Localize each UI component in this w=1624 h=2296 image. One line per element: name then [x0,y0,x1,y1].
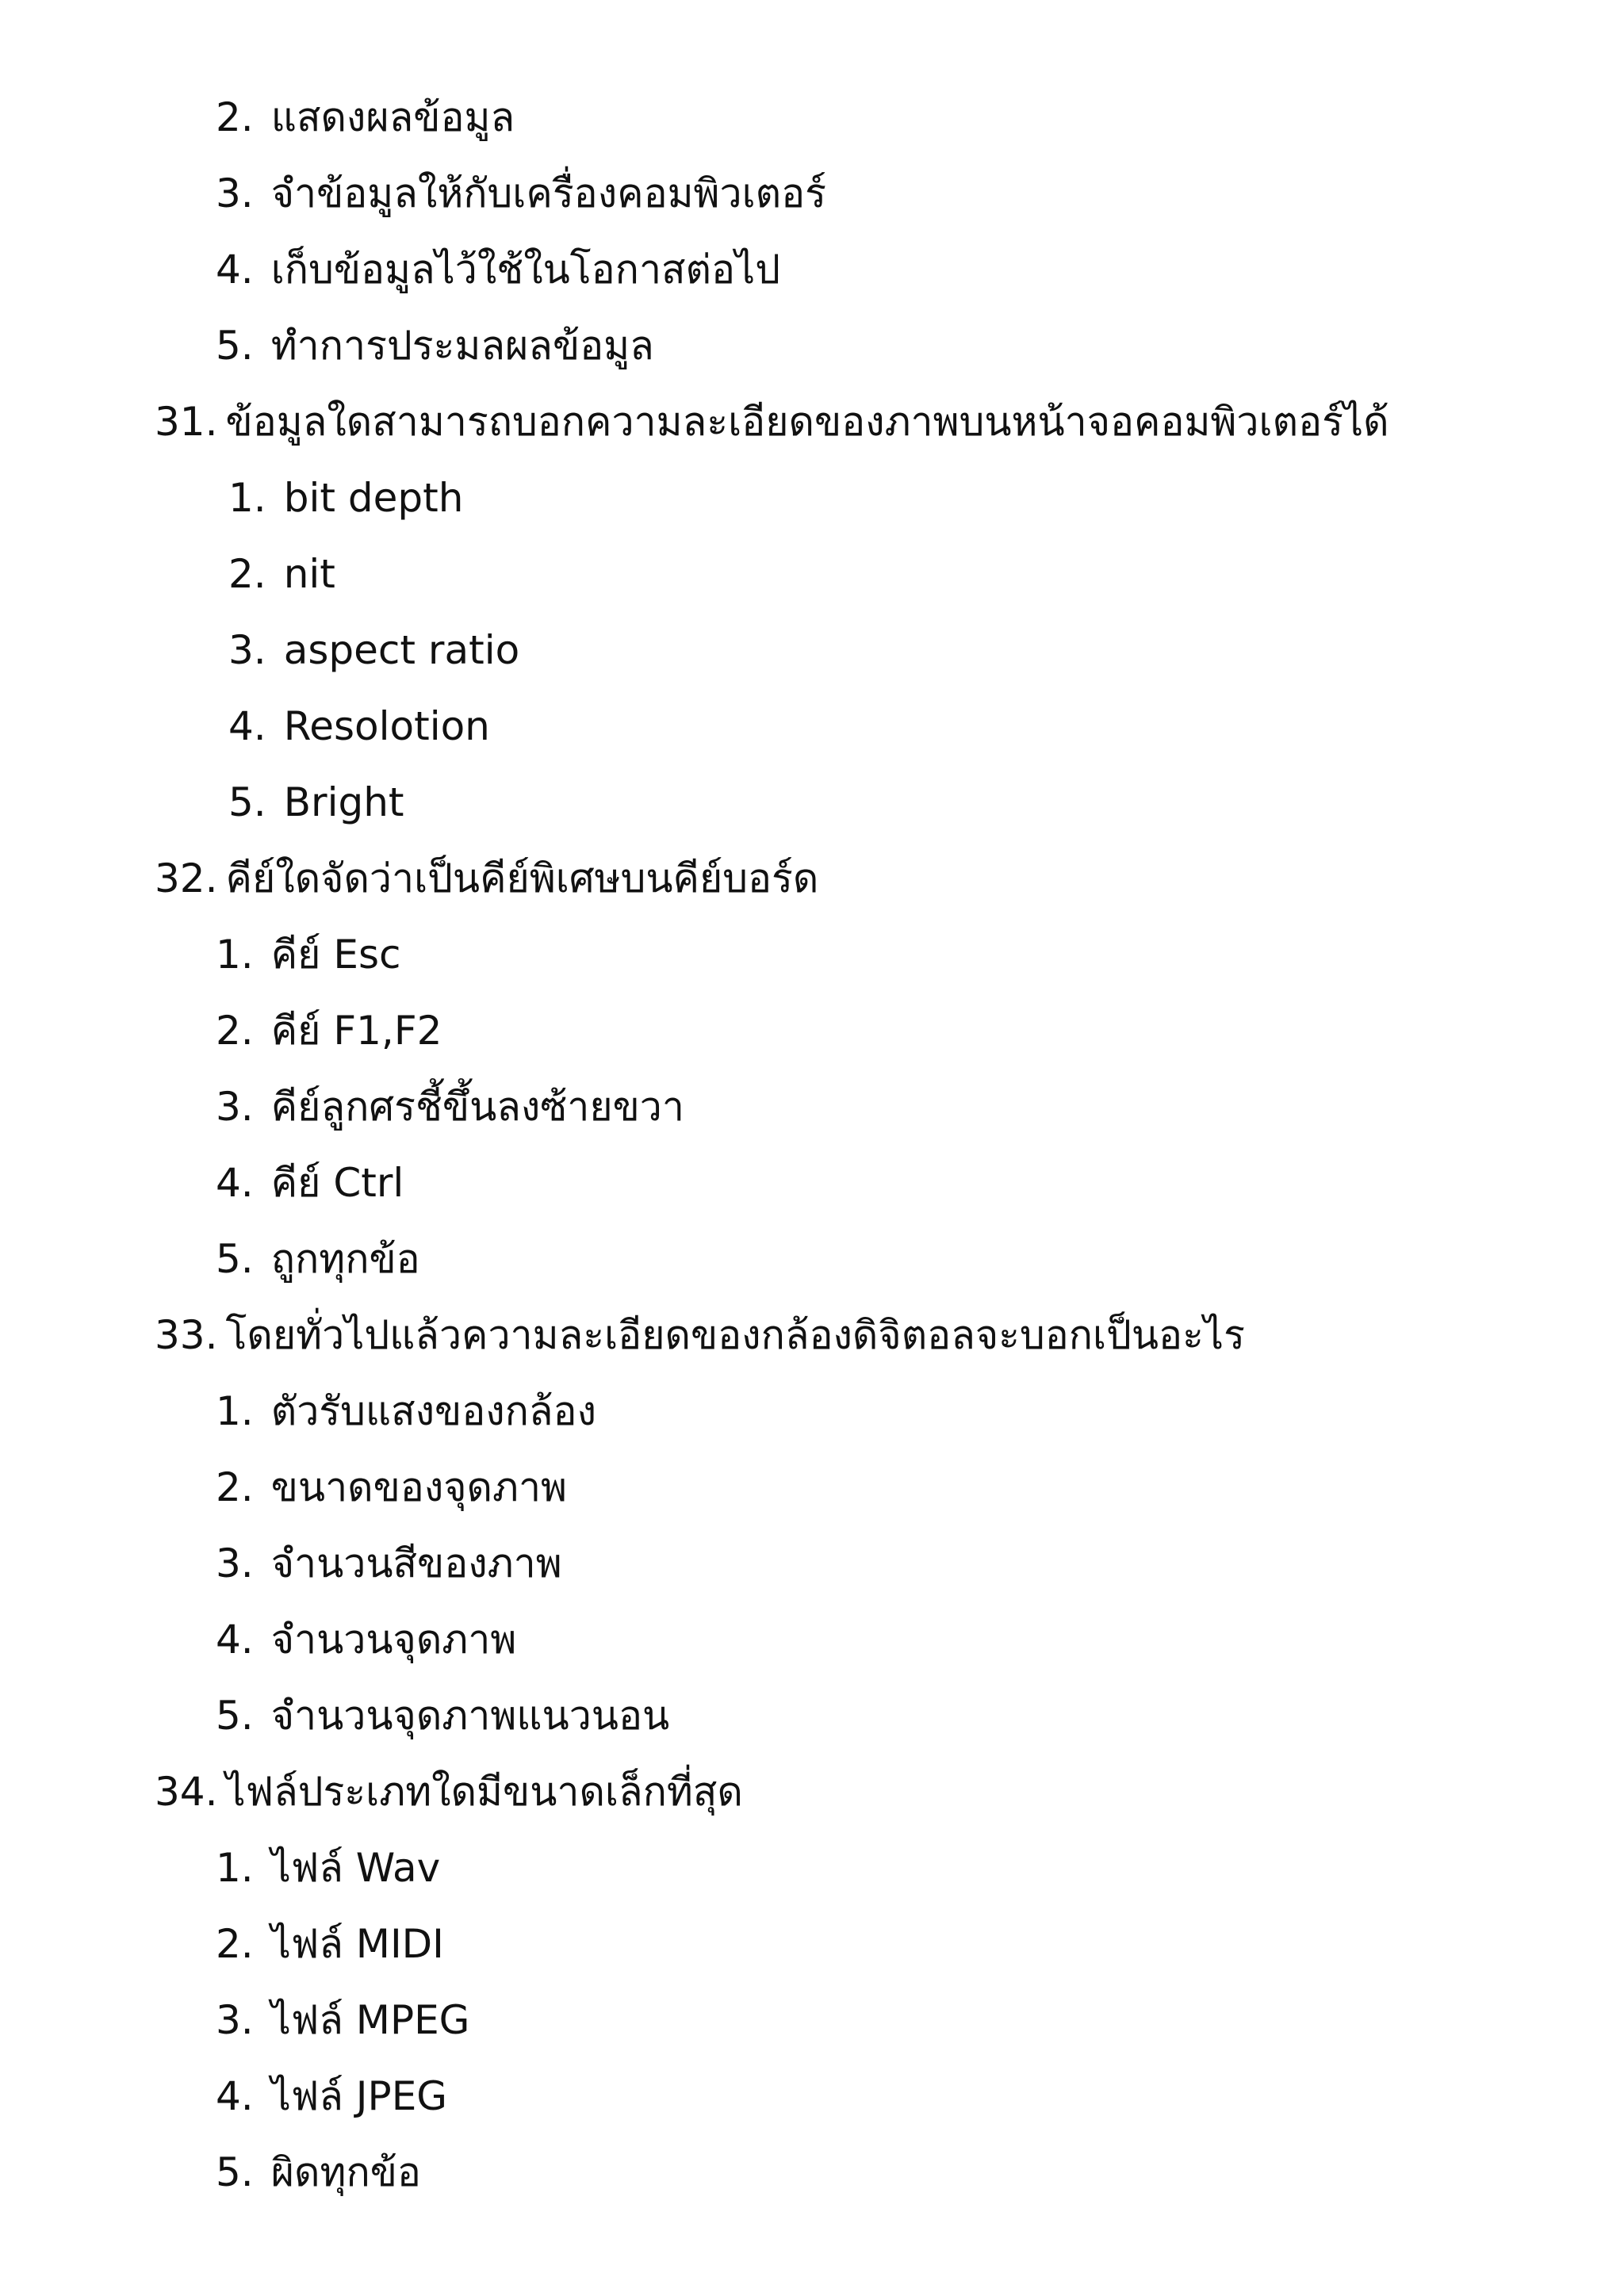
choice-text: จำนวนจุดภาพแนวนอน [270,1693,670,1739]
choice-number: 4. [228,703,266,749]
choice-34-4 [216,2072,447,2120]
choice-number: 5. [216,1236,254,1282]
choice-30-2 [216,94,515,141]
choice-number: 3. [216,170,254,216]
question-text: ข้อมูลใดสามารถบอกความละเอียดของภาพบนหน้าจอคอมพิวเตอร์ได้ [225,399,1389,445]
choice-30-4 [216,246,780,293]
choice-number: 4. [216,2073,254,2119]
question-text: โดยทั่วไปแล้วความละเอียดของกล้องดิจิตอลจะบอกเป็นอะไร [225,1312,1245,1358]
choice-33-3 [216,1540,562,1587]
choice-number: 3. [216,1540,254,1586]
choice-number: 5. [228,779,266,825]
choice-text: ผิดทุกข้อ [270,2149,421,2195]
choice-text: ขนาดของจุดภาพ [270,1464,568,1510]
choice-number: 5. [216,323,254,369]
choice-34-5 [216,2149,421,2196]
choice-text: ไฟล์ Wav [270,1845,441,1891]
choice-32-4 [216,1159,404,1207]
choice-32-2 [216,1007,442,1054]
choice-text: aspect ratio [283,627,520,673]
choice-number: 1. [216,932,254,978]
choice-text: แสดงผลข้อมูล [270,94,515,140]
choice-text: ตัวรับแสงของกล้อง [270,1388,596,1434]
choice-text: ไฟล์ MIDI [270,1921,444,1967]
choice-text: ถูกทุกข้อ [270,1236,420,1282]
question-34 [155,1768,743,1816]
choice-number: 2. [216,1921,254,1967]
choice-text: จำนวนสีของภาพ [270,1540,562,1586]
choice-33-2 [216,1464,567,1511]
choice-number: 2. [216,94,254,140]
choice-text: nit [283,551,335,597]
choice-text: เก็บข้อมูลไว้ใช้ในโอกาสต่อไป [270,247,780,293]
choice-33-4 [216,1616,516,1663]
choice-31-5 [228,779,404,826]
question-31 [155,398,1389,446]
choice-text: Bright [283,779,404,825]
choice-text: ไฟล์ MPEG [270,1997,470,2043]
choice-text: ไฟล์ JPEG [270,2073,448,2119]
choice-30-5 [216,322,654,369]
question-number: 33. [155,1312,218,1358]
question-text: ไฟล์ประเภทใดมีขนาดเล็กที่สุด [225,1769,743,1815]
choice-number: 2. [228,551,266,597]
choice-32-3 [216,1083,684,1131]
choice-text: ทำการประมลผลข้อมูล [270,323,654,369]
choice-text: bit depth [283,475,464,521]
choice-number: 3. [228,627,266,673]
choice-33-5 [216,1692,669,1739]
choice-34-3 [216,1996,469,2044]
choice-text: จำนวนจุดภาพ [270,1617,517,1663]
choice-text: คีย์ลูกศรชี้ขึ้นลงซ้ายขวา [270,1084,684,1130]
choice-34-2 [216,1920,444,1968]
choice-33-1 [216,1387,596,1435]
choice-text: Resolotion [283,703,490,749]
choice-text: คีย์ Ctrl [270,1160,404,1206]
choice-34-1 [216,1844,440,1892]
choice-number: 4. [216,247,254,293]
choice-31-4 [228,702,490,750]
choice-32-1 [216,931,401,978]
choice-number: 3. [216,1084,254,1130]
choice-32-5 [216,1235,420,1283]
choice-31-2 [228,550,335,598]
choice-31-3 [228,626,519,674]
choice-number: 2. [216,1464,254,1510]
choice-number: 2. [216,1008,254,1054]
choice-number: 1. [216,1845,254,1891]
choice-text: คีย์ Esc [270,932,401,978]
question-text: คีย์ใดจัดว่าเป็นคีย์พิเศษบนคีย์บอร์ด [225,855,819,901]
choice-text: จำข้อมูลให้กับเครื่องคอมพิวเตอร์ [270,170,827,216]
choice-number: 3. [216,1997,254,2043]
choice-31-1 [228,474,463,522]
choice-number: 5. [216,2149,254,2195]
question-number: 32. [155,855,218,901]
choice-number: 5. [216,1693,254,1739]
question-32 [155,855,818,902]
choice-number: 1. [216,1388,254,1434]
choice-30-3 [216,170,826,217]
choice-text: คีย์ F1,F2 [270,1008,442,1054]
choice-number: 4. [216,1160,254,1206]
choice-number: 4. [216,1617,254,1663]
choice-number: 1. [228,475,266,521]
question-number: 34. [155,1769,218,1815]
question-number: 31. [155,399,218,445]
question-33 [155,1311,1245,1359]
